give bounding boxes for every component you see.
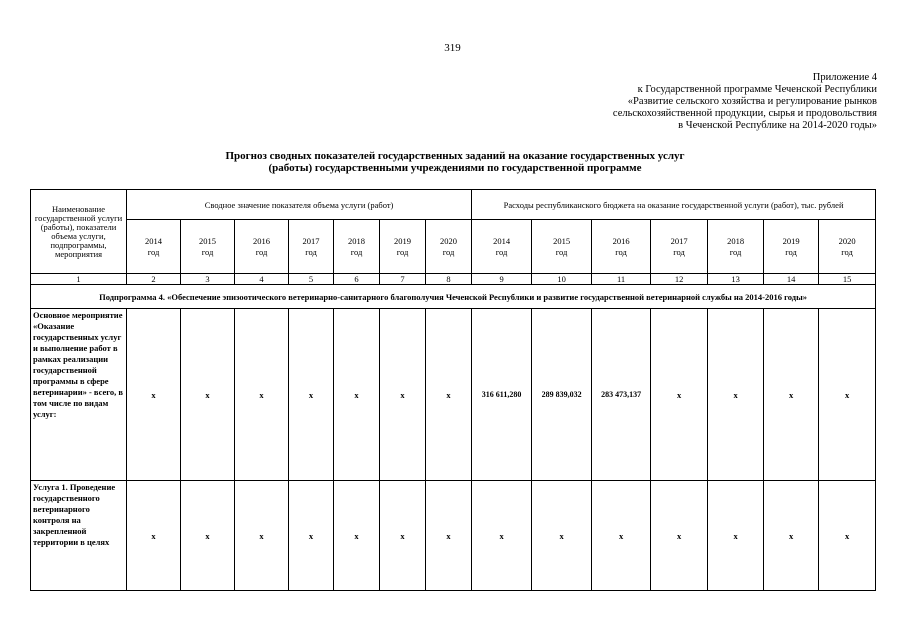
column-number-cell: 14	[764, 274, 819, 285]
table-cell: х	[472, 481, 532, 591]
year-header-cell	[426, 220, 472, 274]
year-value: 2015	[553, 235, 571, 246]
year-header-cell	[334, 220, 380, 274]
table-cell: х	[181, 481, 235, 591]
year-unit: год	[350, 246, 363, 257]
header-volume-group: Сводное значение показателя объема услуги (работ)	[127, 190, 472, 220]
header-expenses-group: Расходы республиканского бюджета на оказание государственной услуги (работ), тыс. рублей	[472, 190, 876, 220]
year-value: 2014	[493, 235, 511, 246]
year-header-cell	[708, 220, 764, 274]
column-number-cell: 15	[819, 274, 876, 285]
table-cell: х	[426, 481, 472, 591]
column-number-cell: 10	[532, 274, 592, 285]
row-label: Услуга 1. Проведение государственного ветеринарного контроля на закрепленной территории в целях	[31, 481, 127, 591]
year-unit: год	[785, 246, 797, 257]
column-number-cell: 3	[181, 274, 235, 285]
row-label: Основное мероприятие «Оказание государственных услуг и выполнение работ в рамках реализации государственной программы в сфере ветеринарии» - всего, в том числе по видам услуг:	[31, 309, 127, 481]
table-cell: х	[651, 309, 708, 481]
appendix-line: Приложение 4	[812, 72, 877, 83]
year-value: 2017	[302, 235, 320, 246]
table-row	[31, 481, 876, 591]
table-cell: х	[708, 481, 764, 591]
table-cell: х	[334, 309, 380, 481]
table-cell: х	[532, 481, 592, 591]
page-number: 319	[444, 42, 461, 54]
year-unit: год	[442, 246, 455, 257]
table-cell: х	[380, 309, 426, 481]
year-value: 2015	[199, 235, 216, 246]
appendix-line: сельскохозяйственной продукции, сырья и продовольствия	[612, 108, 877, 119]
year-header-cell	[235, 220, 289, 274]
year-header-cell	[819, 220, 876, 274]
header-name-column: Наименование государственной услуги (работы), показатели объема услуги, подпрограммы, мероприятия	[31, 190, 127, 274]
appendix-line: к Государственной программе Чеченской Республики	[637, 84, 877, 95]
year-header-cell	[127, 220, 181, 274]
subprogram-row: Подпрограмма 4. «Обеспечение эпизоотического ветеринарно-санитарного благополучия Чеченской Республики и развитие государственной ветеринарной службы на 2014-2016 годы»	[31, 285, 876, 309]
year-value: 2020	[838, 235, 856, 246]
column-number-cell: 8	[426, 274, 472, 285]
table-cell: х	[334, 481, 380, 591]
table-cell: 316 611,280	[472, 309, 532, 481]
forecast-table	[30, 189, 876, 591]
year-unit: год	[673, 246, 685, 257]
table-cell: х	[426, 309, 472, 481]
document-title	[60, 150, 850, 174]
table-cell: х	[289, 481, 334, 591]
column-number-cell: 6	[334, 274, 380, 285]
year-value: 2014	[145, 235, 162, 246]
year-unit: год	[555, 246, 568, 257]
year-header-cell	[472, 220, 532, 274]
year-value: 2018	[348, 235, 365, 246]
appendix-line: «Развитие сельского хозяйства и регулирование рынков	[627, 96, 877, 107]
year-unit: год	[147, 246, 160, 257]
year-header-cell	[380, 220, 426, 274]
column-number-cell: 2	[127, 274, 181, 285]
table-cell: х	[764, 481, 819, 591]
column-number-cell: 11	[592, 274, 651, 285]
table-cell: х	[289, 309, 334, 481]
year-value: 2016	[253, 235, 270, 246]
column-number-cell: 13	[708, 274, 764, 285]
table-cell: х	[127, 309, 181, 481]
year-value: 2019	[394, 235, 411, 246]
column-number-cell: 4	[235, 274, 289, 285]
table-cell: х	[235, 481, 289, 591]
column-number-cell: 9	[472, 274, 532, 285]
column-number-cell: 1	[31, 274, 127, 285]
table-cell: х	[380, 481, 426, 591]
table-cell: х	[651, 481, 708, 591]
column-number-cell: 5	[289, 274, 334, 285]
year-header-cell	[289, 220, 334, 274]
table-cell: х	[819, 309, 876, 481]
table-cell: х	[764, 309, 819, 481]
year-value: 2017	[670, 235, 688, 246]
table-cell: 283 473,137	[592, 309, 651, 481]
column-number-cell: 7	[380, 274, 426, 285]
title-line-2: (работы) государственными учреждениями по государственной программе	[268, 162, 642, 174]
title-line-1: Прогноз сводных показателей государственных заданий на оказание государственных услуг	[225, 150, 685, 162]
year-header-cell	[651, 220, 708, 274]
column-number-cell: 12	[651, 274, 708, 285]
appendix-line: в Чеченской Республике на 2014-2020 годы»	[678, 120, 877, 131]
year-unit: год	[201, 246, 214, 257]
year-header-cell	[532, 220, 592, 274]
year-value: 2019	[782, 235, 800, 246]
year-unit: год	[841, 246, 853, 257]
table-cell: х	[819, 481, 876, 591]
year-value: 2020	[440, 235, 458, 246]
table-cell: х	[181, 309, 235, 481]
table-cell: х	[708, 309, 764, 481]
year-unit: год	[305, 246, 317, 257]
table-cell: х	[235, 309, 289, 481]
year-header-cell	[181, 220, 235, 274]
year-value: 2016	[612, 235, 630, 246]
year-unit: год	[615, 246, 627, 257]
appendix-block	[517, 72, 877, 132]
year-unit: год	[255, 246, 268, 257]
year-value: 2018	[727, 235, 745, 246]
table-cell: х	[127, 481, 181, 591]
year-header-cell	[592, 220, 651, 274]
year-unit: год	[495, 246, 508, 257]
table-cell: 289 839,032	[532, 309, 592, 481]
year-unit: год	[729, 246, 742, 257]
table-row	[31, 309, 876, 481]
year-header-cell	[764, 220, 819, 274]
year-unit: год	[396, 246, 409, 257]
table-cell: х	[592, 481, 651, 591]
